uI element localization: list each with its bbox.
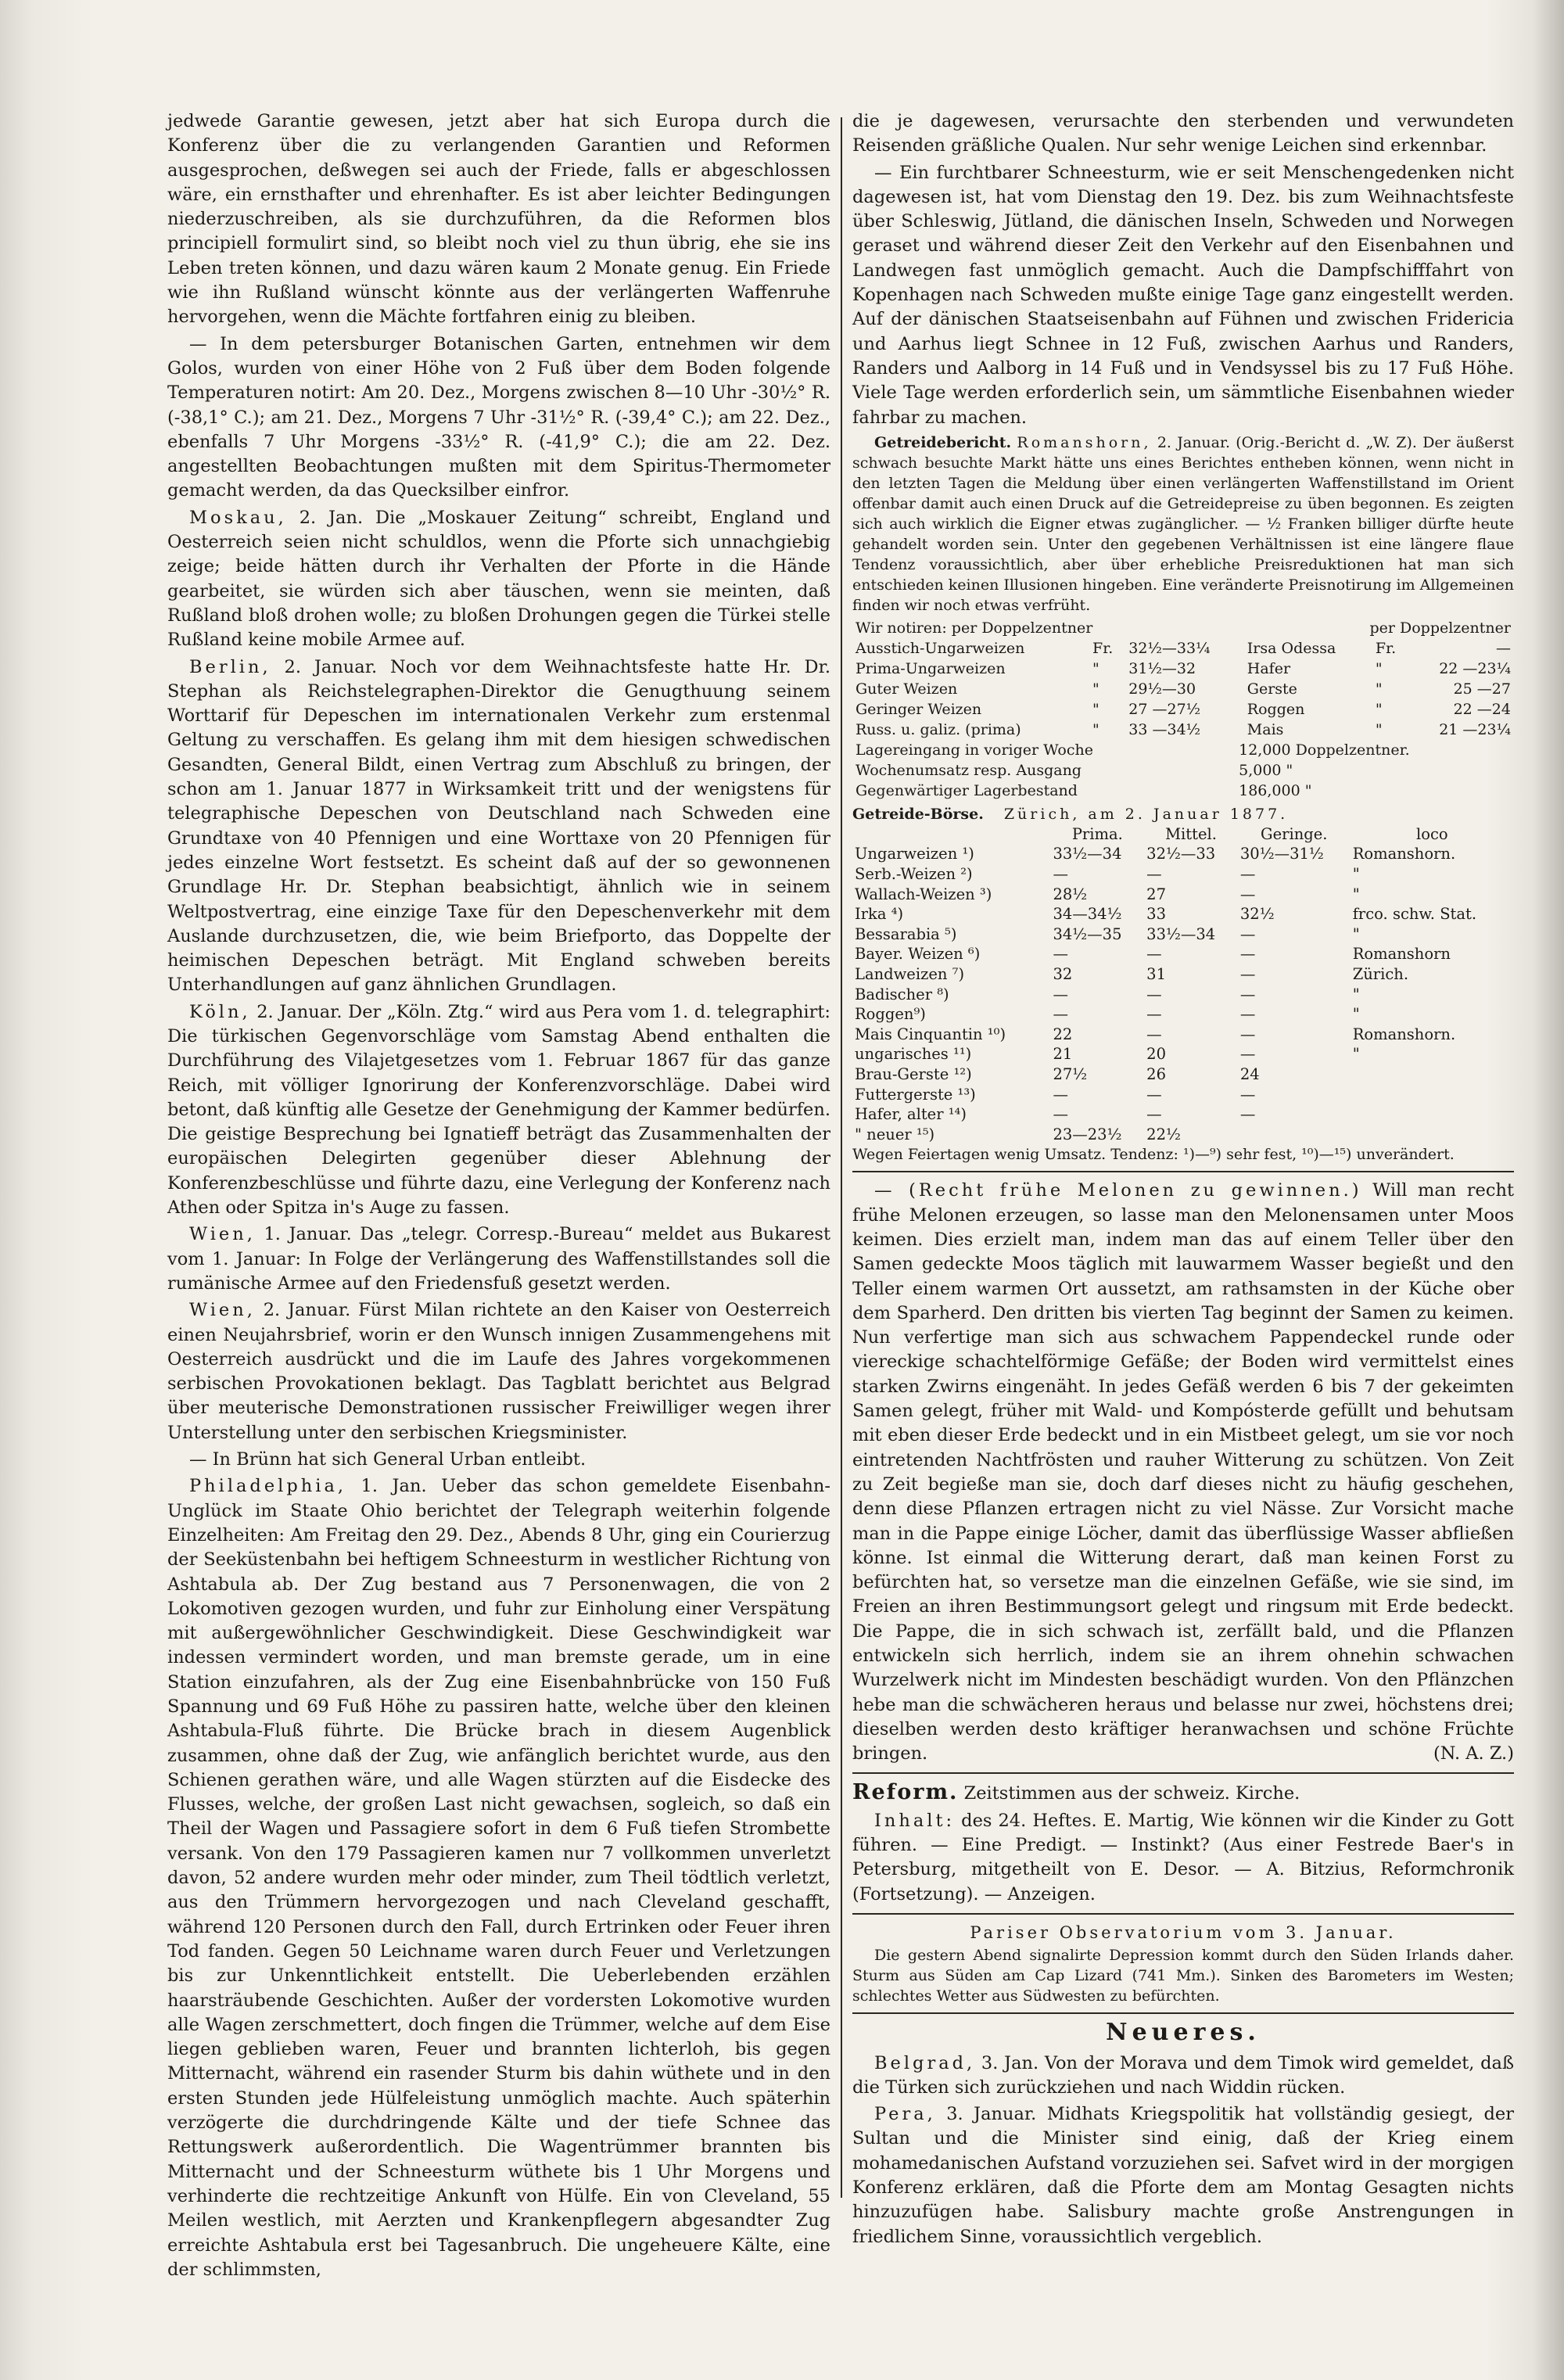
grain-exchange-name: Landweizen ⁷) <box>855 965 965 984</box>
reform-contents-text: des 24. Heftes. E. Martig, Wie können wir die Kinder zu Gott führen. — Eine Predigt. — Instinkt? (Aus einer Festrede Baer's in Petersburg, mitgetheilt von E. Desor. — A. Bitzius, Reformchronik (Fortsetzung). — Anzeigen. <box>852 1810 1515 1904</box>
grain-table-header <box>852 618 1514 638</box>
grain-exchange-row <box>852 1025 1514 1045</box>
grain-exchange-name: Bayer. Weizen ⁶) <box>855 945 981 964</box>
grain-exchange-column-header: Mittel. <box>1165 824 1217 843</box>
article-bruenn: — In Brünn hat sich General Urban entleibt. <box>189 1449 586 1470</box>
article-berlin <box>167 655 830 998</box>
grain-exchange-mittel: — <box>1146 1005 1162 1024</box>
grain-exchange-geringe: — <box>1239 1005 1256 1024</box>
grain-unit: " <box>1092 720 1099 738</box>
grain-exchange-geringe: 30½—31½ <box>1239 845 1324 863</box>
grain-price: 27 —27½ <box>1128 700 1201 718</box>
reform-title: Reform. <box>852 1780 959 1805</box>
grain-exchange-name: Badischer ⁸) <box>855 985 949 1003</box>
grain-exchange-mittel: 20 <box>1146 1045 1166 1064</box>
right-column <box>852 109 1514 2252</box>
grain-exchange-header-row <box>852 824 1514 845</box>
grain-price: 21 —23¼ <box>1439 720 1511 738</box>
grain-price: 22 —23¼ <box>1439 659 1511 677</box>
left-column <box>167 109 830 2285</box>
grain-exchange-prima: 34—34½ <box>1053 905 1122 924</box>
section-rule <box>852 2012 1514 2014</box>
grain-price: 33 —34½ <box>1128 720 1201 738</box>
grain-exchange-loco: " <box>1352 1045 1360 1064</box>
dateline-moskau: Moskau, <box>189 507 287 528</box>
body-philadelphia: 1. Jan. Ueber das schon gemeldete Eisenbahn-Unglück im Staate Ohio berichtet der Telegraph weiterhin folgende Einzelheiten: Am Freitag den 29. Dez., Abends 8 Uhr, ging ein Courierzug der Seeküstenbahn bei heftigem Schneesturm in westlicher Richtung von Ashtabula ab. Der Zug bestand aus 7 Personenwagen, die von 2 Lokomotiven gezogen wurden, und fuhr zur Einholung einer Verspätung mit außergewöhnlicher Geschwindigkeit. Diese Geschwindigkeit war indessen vermindert worden, und man bremste gerade, um in eine Station einzufahren, als der Zug eine Eisenbahnbrücke von 150 Fuß Spannung und 69 Fuß Höhe zu passiren hatte, welche über den kleinen Ashtabula-Fluß führte. Die Brücke brach in diesem Augenblick zusammen, ohne daß der Zug, wie anfänglich berichtet wurde, aus den Schienen gerathen wäre, und alle Wagen stürzten auf die Eisdecke des Flusses, welche, der großen Last nicht gewachsen, sogleich, so daß ein Theil der Wagen und Passagiere sofort in dem 6 Fuß tiefen Strombette versank. Von den 179 Passagieren kamen nur 7 vollkommen unverletzt davon, 52 andere wurden mehr oder minder, zum Theil tödtlich verletzt, aus den Trümmern hervorgezogen und nach Cleveland geschafft, während 120 Personen durch den Fall, durch Ertrinken oder Feuer ihren Tod fanden. Gegen 50 Leichname waren durch Feuer und Verletzungen bis zur Unkenntlichkeit entstellt. Die Ueberlebenden erzählen haarsträubende Geschichten. Außer der vordersten Lokomotive wurden alle Wagen zerschmettert, doch fingen die Trümmer, welche auf dem Eise liegen geblieben waren, Feuer und brannten lichterloh, bis gegen Mitternacht, während ein rasender Sturm bis dahin wüthete und in den ersten Stunden jede Hülfeleistung unmöglich machte. Auch späterhin verzögerte die durchdringende Kälte und der tiefe Schnee das Rettungswerk außerordentlich. Die Wagentrümmer brannten bis Mitternacht und der Schneesturm wüthete bis 1 Uhr Morgens und verhinderte die rechtzeitige Ankunft von Hülfe. Ein von Cleveland, 55 Meilen westlich, mit Aerzten und Krankenpflegern abgesandter Zug erreichte Ashtabula erst bei Tagesanbruch. Die ungeheuere Kälte, eine der schlimmsten, <box>167 1476 831 2280</box>
grain-exchange-mittel: — <box>1146 945 1162 964</box>
grain-exchange-prima: 21 <box>1053 1045 1073 1064</box>
grain-exchange-mittel: 26 <box>1146 1064 1166 1083</box>
grain-exchange-mittel: — <box>1146 1105 1162 1124</box>
grain-exchange-name: Mais Cinquantin ¹⁰) <box>855 1025 1006 1043</box>
grain-unit: Fr. <box>1375 639 1397 657</box>
grain-exchange-mittel: — <box>1146 1025 1162 1043</box>
reform-contents-label: Inhalt: <box>874 1810 956 1831</box>
grain-exchange-title: Getreide-Börse. <box>852 805 984 823</box>
grain-unit: " <box>1375 700 1383 718</box>
grain-exchange-name: Bessarabia ⁵) <box>855 924 957 943</box>
grain-price-row <box>852 679 1514 699</box>
grain-report-body: 2. Januar. (Orig.-Bericht d. „W. Z). Der äußerst schwach besuchte Markt hätte uns eines Berichtes entheben können, wenn nicht in den letzten Tagen die Meldung über einen verlängerten Waffenstillstand im Orient offenbar damit auch einen Druck auf die Getreidepreise zu üben begonnen. Es zeigten sich auch wirklich die Eigner etwas zugänglicher. — ½ Franken billiger dürfte heute gehandelt worden sein. Unter den gegebenen Verhältnissen ist eine längere flaue Tendenz voraussichtlich, aber über erhebliche Preisreduktionen hat man sich entschieden keinen Illusionen hingeben. Eine veränderte Preisnotirung im Allgemeinen finden wir noch etwas verfrüht. <box>852 433 1514 614</box>
grain-exchange-row <box>852 1044 1514 1064</box>
body-pera: 3. Januar. Midhats Kriegspolitik hat vollständig gesiegt, der Sultan und die Minister sind einig, daß der Krieg einem mohamedanischen Aufstand vorzuziehen sei. Safvet wird in der morgigen Konferenz erklären, daß die Pforte dem am Montag Gesagten nichts hinzuzufügen habe. Salisbury machte große Anstrengungen in friedlichem Sinne, voraussichtlich vergeblich. <box>852 2104 1515 2247</box>
article-petersburg: — In dem petersburger Botanischen Garten, entnehmen wir dem Golos, wurden von einer Höhe von 2 Fuß über dem Boden folgende Temperaturen notirt: Am 20. Dez., Morgens zwischen 8—10 Uhr -30½° R. (-38,1° C.); am 21. Dez., Morgens 7 Uhr -31½° R. (-39,4° C.); am 22. Dez., ebenfalls 7 Uhr Morgens -33½° R. (-41,9° C.); die am 22. Dez. angestellten Beobachtungen mußten mit dem Spiritus-Thermometer gemacht werden, da das Quecksilber einfror. <box>167 333 830 501</box>
grain-header-right: per Doppelzentner <box>1369 619 1511 637</box>
grain-exchange-mittel: — <box>1146 1085 1162 1104</box>
grain-exchange-row <box>852 844 1514 864</box>
grain-report <box>852 433 1514 801</box>
grain-unit: " <box>1375 680 1383 698</box>
grain-exchange-mittel: 33½—34 <box>1146 924 1216 943</box>
grain-exchange-place: Zürich, am 2. Januar 1877. <box>1003 805 1289 823</box>
observatory-text: Die gestern Abend signalirte Depression kommt durch den Süden Irlands daher. Sturm aus Süden am Cap Lizard (741 Mm.). Sinken des Barometers im Westen; schlechtes Wetter aus Südwesten zu befürchten. <box>852 1947 1514 2005</box>
grain-exchange-loco: frco. schw. Stat. <box>1352 905 1477 924</box>
grain-exchange-loco: " <box>1352 885 1360 903</box>
grain-exchange-loco: " <box>1352 1005 1360 1024</box>
grain-exchange-table <box>852 824 1514 1145</box>
grain-exchange-prima: — <box>1053 1005 1068 1024</box>
body-koeln: 2. Januar. Der „Köln. Ztg.“ wird aus Pera vom 1. d. telegraphirt: Die türkischen Gegenvorschläge vom Samstag Abend enthalten die Durchführung des Vilajetgesetzes vom 1. Februar 1867 für das ganze Reich, mit völliger Ignorirung der Konferenzvorschläge. Dabei wird betont, daß künftig alle Gesetze der Genehmigung der Kammer bedürfen. Die geistige Besprechung bei Ignatieff beträgt das Zusammenhalten der europäischen Delegirten gegenüber dieser Ablehnung der Konferenzbeschlüsse und führte dazu, eine Verlegung der Konferenz nach Athen oder Spitza in's Auge zu fassen. <box>167 1001 831 1219</box>
grain-exchange-column-header: Prima. <box>1071 824 1123 843</box>
grain-exchange-row <box>852 1064 1514 1085</box>
grain-exchange-prima: — <box>1053 1085 1068 1104</box>
grain-exchange-prima: — <box>1053 1105 1068 1124</box>
melonen-body: Will man recht frühe Melonen erzeugen, so lasse man den Melonensamen unter Moos keimen. Dies erzielt man, indem man das auf einem Teller über den Samen gedeckte Moos täglich mit lauwarmem Wasser begießt und den Teller einem warmen Ort aussetzt, am rathsamsten in der Küche ober dem Sparherd. Den dritten bis vierten Tag beginnt der Samen zu keimen. Nun verfertige man sich aus schwachem Pappendeckel runde oder viereckige schachtelförmige Gefäße; der Boden wird vermittelst eines starken Zwirns eingenäht. In jedes Gefäß werden 6 bis 7 der gekeimten Samen gelegt, früher mit Wald- und Kompósterde gefüllt und behutsam mit eben dieser Erde bedeckt und in ein Mistbeet gelegt, um sie vor noch eintretenden Nachtfrösten und rauher Witterung zu schützen. Von Zeit zu Zeit begieße man sie, doch darf dieses nicht zu häufig geschehen, denn diese Pflanzen ertragen nicht zu viel Nässe. Zur Vorsicht mache man in die Pappe einige Löcher, damit das überflüssige Wasser abfließen könne. Ist einmal die Witterung derart, daß man keinen Forst zu befürchten hat, so versetze man die einzelnen Gefäße, wie sie sind, im Freien an ihren Bestimmungsort gelegt und ringsum mit Erde bedeckt. Die Pappe, die in sich schwach ist, zerfällt bald, und die Pflanzen entwickeln sich herrlich, indem sie an ihrem ohnehin schwachen Wurzelwerk nicht im Mindesten beschädigt wurden. Von den Pflänzchen hebe man die schwächeren heraus und belasse nur zwei, höchstens drei; dieselben werden desto kräftiger heranwachsen und schöne Früchte bringen. <box>852 1180 1514 1764</box>
grain-name: Irsa Odessa <box>1247 639 1336 657</box>
grain-exchange-mittel: — <box>1146 985 1162 1003</box>
grain-exchange-name: Roggen⁹) <box>855 1005 926 1024</box>
section-rule <box>852 1772 1514 1774</box>
grain-exchange-prima: — <box>1053 865 1068 884</box>
grain-name: Mais <box>1247 720 1284 738</box>
grain-exchange-row <box>852 944 1514 964</box>
grain-exchange-name: " neuer ¹⁵) <box>855 1125 935 1143</box>
grain-exchange-loco: Romanshorn. <box>1352 1025 1456 1043</box>
grain-name: Roggen <box>1247 700 1305 718</box>
grain-name: Guter Weizen <box>856 680 958 698</box>
body-moskau: 2. Jan. Die „Moskauer Zeitung“ schreibt, England und Oesterreich seien nicht schuldlos, wenn die Pforte sich unnachgiebig zeige; beide hätten durch ihr Verhalten der Pforte in die Hände gearbeitet, sie würden sich aber täuschen, wenn sie meinten, daß Rußland bloß drohen wolle; zu bloßen Drohungen gegen die Türkei stelle Rußland keine mobile Armee auf. <box>167 507 831 651</box>
grain-unit: " <box>1375 720 1383 738</box>
stock-value: 5,000 " <box>1239 761 1293 779</box>
grain-exchange-geringe: 32½ <box>1239 905 1275 924</box>
grain-price: 31½—32 <box>1128 659 1196 677</box>
body-berlin: 2. Januar. Noch vor dem Weihnachtsfeste hatte Hr. Dr. Stephan als Reichstelegraphen-Direktor die Genugthuung seinem Worttarif für Depeschen im internationalen Verkehr zum erstenmal Geltung zu verschaffen. Es gelang ihm mit dem hiesigen schwedischen Gesandten, General Bildt, einen Vertrag zum Abschluß zu bringen, der schon am 1. Januar 1877 in Wirksamkeit tritt und der wenigstens für telegraphische Depeschen von Deutschland nach Schweden eine Grundtaxe von 40 Pfennigen und eine Worttaxe von 20 Pfennigen für jedes einzelne Wort festsetzt. Es scheint daß auf der so gewonnenen Grundlage Hr. Dr. Stephan beabsichtigt, ähnlich wie in seinem Weltpostvertrag, eine einzige Taxe für den Depeschenverkehr mit dem Auslande durchzusetzen, die, wie beim Briefporto, das Doppelte der heimischen Depeschen beträgt. Mit England schweben bereits Unterhandlungen auf ganz ähnlichen Grundlagen. <box>167 656 830 996</box>
grain-exchange-name: Irka ⁴) <box>855 905 904 924</box>
grain-exchange-name: ungarisches ¹¹) <box>855 1045 972 1064</box>
grain-exchange-geringe: — <box>1239 1025 1256 1043</box>
grain-exchange-prima: — <box>1053 985 1068 1003</box>
grain-exchange-prima: 22 <box>1053 1025 1073 1043</box>
article-pera <box>852 2102 1514 2249</box>
grain-exchange-prima: 33½—34 <box>1053 845 1122 863</box>
grain-exchange-geringe: — <box>1239 924 1256 943</box>
grain-exchange-prima: — <box>1053 945 1068 964</box>
grain-exchange-name: Wallach-Weizen ³) <box>855 885 992 903</box>
grain-exchange-note: Wegen Feiertagen wenig Umsatz. Tendenz: ¹)—⁹) sehr fest, ¹⁰)—¹⁵) unverändert. <box>852 1146 1455 1164</box>
grain-exchange-loco: Zürich. <box>1352 965 1409 984</box>
notice-reform <box>852 1780 1514 1806</box>
grain-exchange-loco: " <box>1352 924 1360 943</box>
grain-exchange-prima: 32 <box>1053 965 1073 984</box>
article-schneesturm: — Ein furchtbarer Schneesturm, wie er seit Menschengedenken nicht dagewesen ist, hat vom Dienstag den 19. Dez. bis zum Weihnachtsfeste über Schleswig, Jütland, die dänischen Inseln, Schweden und Norwegen geraset und während dieser Zeit den Verkehr auf den Eisenbahnen und Landwegen fast unmöglich gemacht. Auch die Dampfschifffahrt von Kopenhagen nach Schweden mußte einige Tage ganz eingestellt werden. Auf der dänischen Staatseisenbahn auf Fühnen und zwischen Fridericia und Aarhus liegt Schnee in 12 Fuß, zwischen Aarhus und Randers, Randers und Aalborg in 14 Fuß und in Vendsyssel bis zu 17 Fuß Höhe. Viele Tage werden erforderlich sein, um sämmtliche Eisenbahnen wieder fahrbar zu machen. <box>852 162 1514 428</box>
grain-exchange-column-header: loco <box>1416 824 1448 843</box>
grain-exchange-row <box>852 924 1514 945</box>
grain-exchange-geringe: — <box>1239 865 1256 884</box>
grain-exchange-prima: 34½—35 <box>1053 924 1122 943</box>
grain-exchange-mittel: — <box>1146 865 1162 884</box>
grain-unit: " <box>1092 700 1099 718</box>
stock-label: Lagereingang in voriger Woche <box>856 741 1093 759</box>
grain-name: Ausstich-Ungarweizen <box>856 639 1025 657</box>
grain-exchange-prima: 27½ <box>1053 1064 1088 1083</box>
stock-label: Wochenumsatz resp. Ausgang <box>856 761 1082 779</box>
grain-report-place: Romanshorn, <box>1017 433 1152 451</box>
grain-name: Geringer Weizen <box>856 700 982 718</box>
article-koeln <box>167 1000 830 1221</box>
grain-exchange-mittel: 33 <box>1146 905 1166 924</box>
grain-exchange-geringe <box>1238 1125 1351 1145</box>
grain-report-title: Getreidebericht. <box>874 433 1012 451</box>
grain-report-text <box>852 433 1514 616</box>
grain-exchange-name: Futtergerste ¹³) <box>855 1085 976 1104</box>
grain-unit: " <box>1092 659 1099 677</box>
stock-value: 186,000 " <box>1239 781 1312 799</box>
grain-price: 32½—33¼ <box>1128 639 1211 657</box>
stock-row <box>852 740 1514 760</box>
grain-exchange-geringe: — <box>1239 985 1256 1003</box>
grain-exchange-row <box>852 864 1514 885</box>
neueres-title: Neueres. <box>1106 2019 1261 2047</box>
grain-price-row <box>852 638 1514 659</box>
grain-exchange-row <box>852 1004 1514 1025</box>
grain-exchange-loco: " <box>1352 985 1360 1003</box>
grain-unit: Fr. <box>1092 639 1114 657</box>
article-melonen <box>852 1179 1514 1766</box>
dateline-pera: Pera, <box>874 2104 936 2125</box>
grain-exchange-name: Ungarweizen ¹) <box>855 845 974 863</box>
dateline-koeln: Köln, <box>189 1001 251 1022</box>
article-garantie: jedwede Garantie gewesen, jetzt aber hat sich Europa durch die Konferenz über die zu verlangenden Garantien und Reformen ausgesprochen, deßwegen sei auch der Friede, falls er abgeschlossen wäre, ein ernsthafter und ehrenhafter. Es ist aber leichter Bedingungen niederzuschreiben, als sie durchzuführen, da die Reformen blos principiell formulirt sind, so bleibt noch viel zu thun übrig, ehe sie ins Leben treten können, und dazu wären kaum 2 Monate genug. Ein Friede wie ihn Rußland wünscht könnte aus der verlängerten Waffenruhe hervorgehen, wenn die Mächte fortfahren einig zu bleiben. <box>167 111 830 328</box>
grain-exchange-row <box>852 1085 1514 1105</box>
grain-price-table <box>852 618 1514 740</box>
observatory-title: Pariser Observatorium vom 3. Januar. <box>970 1922 1397 1942</box>
grain-header-left: Wir notiren: per Doppelzentner <box>856 619 1093 637</box>
section-rule <box>852 1171 1514 1172</box>
body-belgrad: 3. Jan. Von der Morava und dem Timok wird gemeldet, daß die Türken sich zurückziehen und nach Widdin rücken. <box>852 2052 1514 2098</box>
article-wien-1 <box>167 1222 830 1296</box>
grain-price: 25 —27 <box>1453 680 1511 698</box>
dateline-berlin: Berlin, <box>189 656 271 677</box>
grain-exchange-loco <box>1351 1064 1514 1085</box>
reform-subtitle: Zeitstimmen aus der schweiz. Kirche. <box>963 1783 1300 1804</box>
grain-exchange-prima: 28½ <box>1053 885 1088 903</box>
grain-name: Prima-Ungarweizen <box>856 659 1006 677</box>
grain-price-row <box>852 720 1514 740</box>
grain-exchange-row <box>852 964 1514 985</box>
stock-label: Gegenwärtiger Lagerbestand <box>856 781 1078 799</box>
grain-exchange-geringe: 24 <box>1239 1064 1260 1083</box>
grain-exchange <box>852 804 1514 1165</box>
article-belgrad <box>852 2052 1514 2101</box>
article-moskau <box>167 506 830 653</box>
grain-exchange-geringe: — <box>1239 1085 1256 1104</box>
grain-exchange-mittel: 31 <box>1146 965 1166 984</box>
grain-exchange-geringe: — <box>1239 965 1256 984</box>
article-philadelphia <box>167 1474 830 2282</box>
grain-exchange-geringe: — <box>1239 1045 1256 1064</box>
dateline-wien-1: Wien, <box>189 1224 256 1245</box>
grain-exchange-loco: " <box>1352 865 1360 884</box>
grain-exchange-row <box>852 885 1514 905</box>
stock-value: 12,000 Doppelzentner. <box>1239 741 1410 759</box>
body-wien-1: 1. Januar. Das „telegr. Corresp.-Bureau“ meldet aus Bukarest vom 1. Januar: In Folge der Verlängerung des Waffenstillstandes soll die rumänische Armee auf den Friedensfuß gesetzt werden. <box>167 1224 830 1294</box>
grain-unit: " <box>1092 680 1099 698</box>
grain-unit: " <box>1375 659 1383 677</box>
grain-exchange-name: Serb.-Weizen ²) <box>855 865 973 884</box>
grain-name: Russ. u. galiz. (prima) <box>856 720 1021 738</box>
grain-exchange-row <box>852 1125 1514 1145</box>
grain-exchange-row <box>852 985 1514 1005</box>
grain-exchange-geringe: — <box>1239 945 1256 964</box>
reform-contents <box>852 1809 1514 1907</box>
grain-exchange-heading <box>852 804 1514 824</box>
dateline-wien-2: Wien, <box>189 1300 256 1321</box>
stock-table <box>852 740 1514 801</box>
melonen-source: (N. A. Z.) <box>1433 1743 1514 1764</box>
grain-name: Hafer <box>1247 659 1291 677</box>
grain-exchange-geringe: — <box>1239 1105 1256 1124</box>
grain-exchange-loco <box>1351 1125 1514 1145</box>
grain-exchange-loco <box>1351 1104 1514 1125</box>
grain-exchange-row <box>852 904 1514 924</box>
grain-price-row <box>852 699 1514 720</box>
grain-price: 22 —24 <box>1453 700 1511 718</box>
grain-exchange-name: Brau-Gerste ¹²) <box>855 1064 972 1083</box>
grain-price: 29½—30 <box>1128 680 1196 698</box>
grain-name: Gerste <box>1247 680 1297 698</box>
melonen-heading: — (Recht frühe Melonen zu gewinnen.) <box>874 1180 1362 1201</box>
grain-exchange-loco <box>1351 1085 1514 1105</box>
grain-exchange-loco: Romanshorn. <box>1352 845 1456 863</box>
grain-price: — <box>1496 639 1511 657</box>
dateline-belgrad: Belgrad, <box>874 2052 976 2073</box>
body-wien-2: 2. Januar. Fürst Milan richtete an den Kaiser von Oesterreich einen Neujahrsbrief, worin er den Wunsch innigen Zusammengehens mit Oesterreich ausdrückt und die im Laufe des Jahres vorgekommenen serbischen Provokationen beklagt. Das Tagblatt berichtet aus Belgrad über meuterische Demonstrationen russischer Freiwilliger wegen ihrer Unterstellung unter den serbischen Kriegsminister. <box>167 1300 831 1443</box>
grain-exchange-geringe: — <box>1239 885 1256 903</box>
grain-exchange-mittel: 32½—33 <box>1146 845 1216 863</box>
grain-exchange-row <box>852 1104 1514 1125</box>
column-divider <box>841 117 842 2198</box>
section-rule <box>852 1913 1514 1915</box>
grain-exchange-column-header: Geringe. <box>1261 824 1328 843</box>
dateline-philadelphia: Philadelphia, <box>189 1476 347 1497</box>
grain-exchange-prima: 23—23½ <box>1053 1125 1122 1143</box>
article-wien-2 <box>167 1298 830 1445</box>
stock-row <box>852 781 1514 801</box>
grain-exchange-loco: Romanshorn <box>1352 945 1451 964</box>
grain-price-row <box>852 659 1514 679</box>
grain-exchange-name: Hafer, alter ¹⁴) <box>855 1105 967 1124</box>
stock-row <box>852 760 1514 781</box>
grain-exchange-mittel: 22½ <box>1146 1125 1181 1143</box>
grain-exchange-mittel: 27 <box>1146 885 1166 903</box>
article-continuation: die je dagewesen, verursachte den sterbenden und verwundeten Reisenden gräßliche Qualen. Nur sehr wenige Leichen sind erkennbar. <box>852 111 1514 156</box>
